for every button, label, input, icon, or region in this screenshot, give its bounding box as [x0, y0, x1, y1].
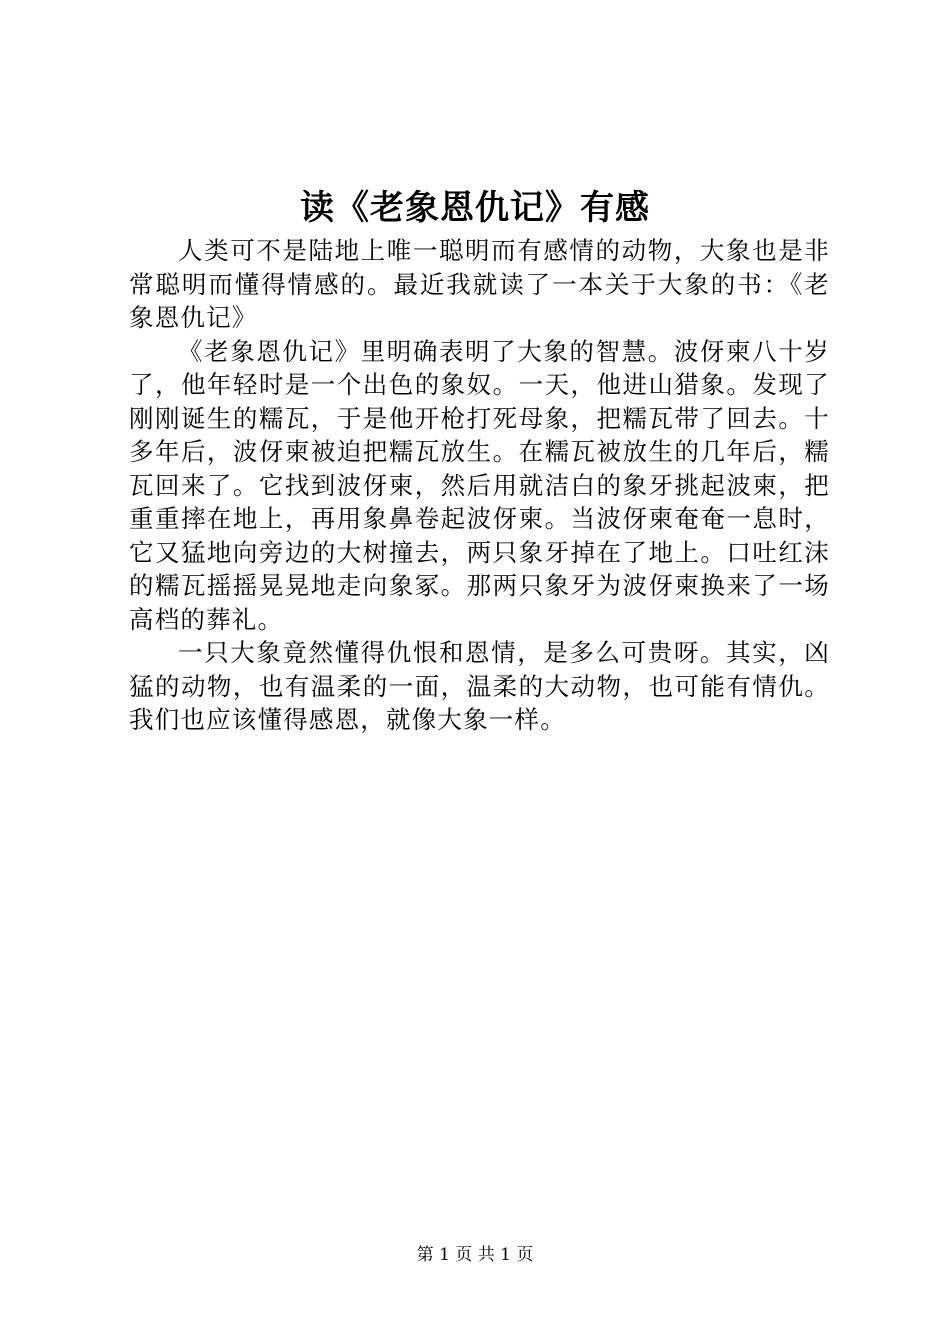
paragraph-1: 人类可不是陆地上唯一聪明而有感情的动物，大象也是非常聪明而懂得情感的。最近我就读了一本关于大象的书：《老象恩仇记》 — [129, 236, 830, 332]
document-title: 读《老象恩仇记》有感 — [300, 188, 650, 228]
paragraph-3: 一只大象竟然懂得仇恨和恩情，是多么可贵呀。其实，凶猛的动物，也有温柔的一面，温柔的大动物，也可能有情仇。我们也应该懂得感恩，就像大象一样。 — [129, 638, 830, 734]
paragraph-2: 《老象恩仇记》里明确表明了大象的智慧。波伢柬八十岁了，他年轻时是一个出色的象奴。一天，他进山猎象。发现了刚刚诞生的糯瓦，于是他开枪打死母象，把糯瓦带了回去。十多年后，波伢柬被迫把糯瓦放生。在糯瓦被放生的几年后，糯瓦回来了。它找到波伢柬，然后用就洁白的象牙挑起波柬，把重重摔在地上，再用象鼻卷起波伢柬。当波伢柬奄奄一息时，它又猛地向旁边的大树撞去，两只象牙掉在了地上。口吐红沫的糯瓦摇摇晃晃地走向象冢。那两只象牙为波伢柬换来了一场高档的葬礼。 — [129, 336, 830, 634]
document-body — [129, 234, 830, 737]
page-footer: 第 1 页 共 1 页 — [416, 1245, 534, 1265]
